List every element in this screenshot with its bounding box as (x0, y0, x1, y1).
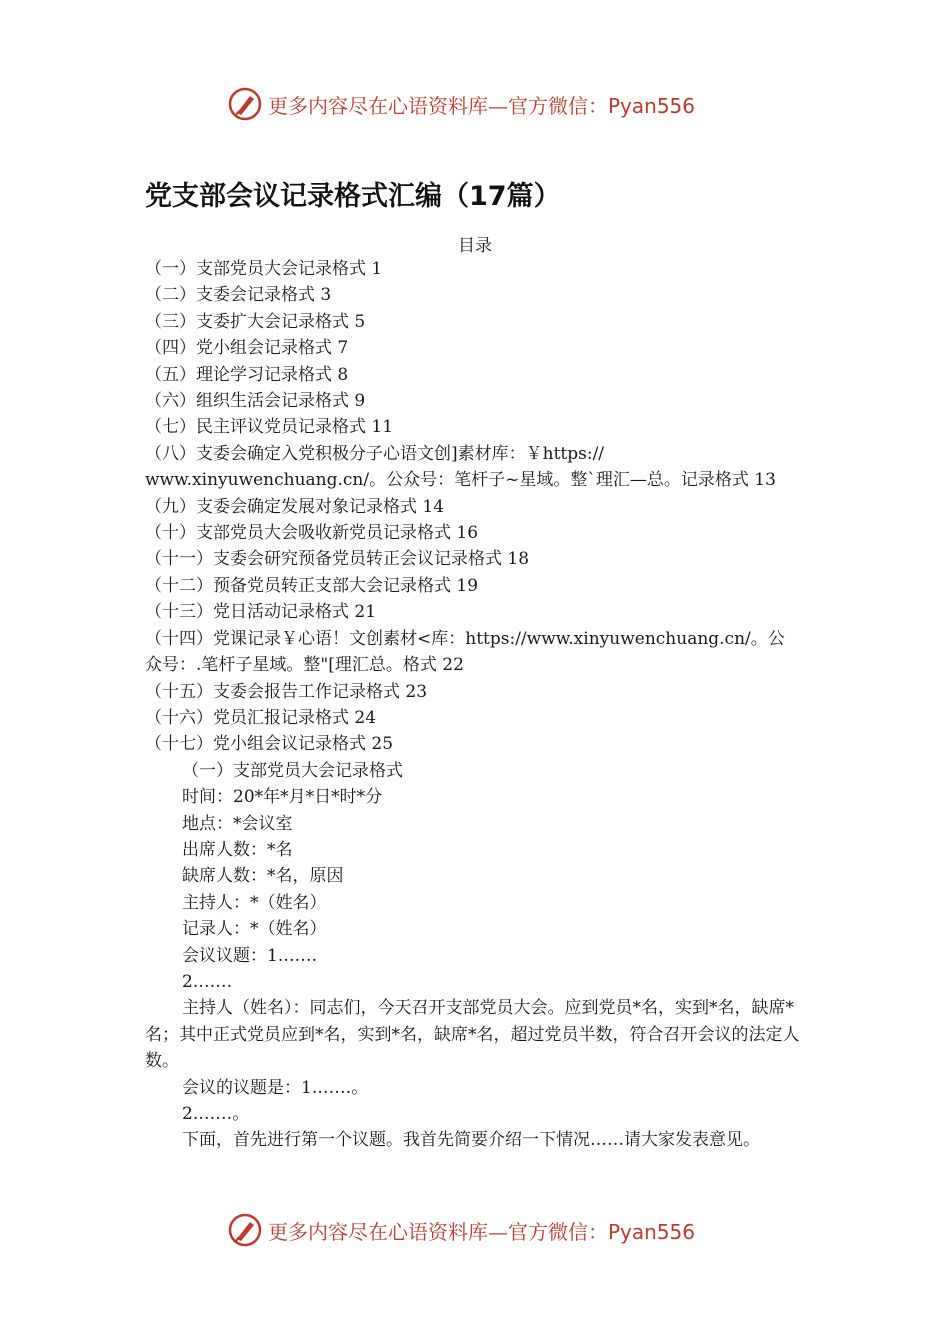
meeting-field: 缺席人数：*名，原因 (182, 866, 344, 887)
toc-item: （十一）支委会研究预备党员转正会议记录格式 18 (145, 549, 530, 570)
toc-item: （十五）支委会报告工作记录格式 23 (145, 681, 428, 702)
toc-heading: 目录 (458, 236, 492, 256)
toc-item: （九）支委会确定发展对象记录格式 14 (145, 496, 445, 517)
document-body (145, 256, 800, 1154)
meeting-field: 记录人：*（姓名） (182, 919, 327, 940)
document-title: 党支部会议记录格式汇编（17篇） (145, 181, 561, 212)
toc-item: 众号：.笔杆子星域。整"[理汇总。格式 22 (145, 655, 464, 676)
header-banner (228, 84, 695, 124)
agenda-line: 2.……。 (182, 1104, 250, 1124)
agenda-line: 会议的议题是：1.……。 (182, 1077, 369, 1098)
toc-item: （十七）党小组会议记录格式 25 (145, 734, 394, 755)
paragraph: 下面，首先进行第一个议题。我首先简要介绍一下情况……请大家发表意见。 (182, 1130, 760, 1151)
toc-item: （十三）党日活动记录格式 21 (145, 602, 377, 623)
toc-item: （六）组织生活会记录格式 9 (145, 391, 366, 412)
meeting-field: 时间：20*年*月*日*时*分 (182, 787, 383, 808)
meeting-field: 2.…… (182, 971, 233, 992)
quill-logo-icon (228, 1213, 262, 1247)
meeting-field: 会议议题：1.…… (182, 945, 318, 966)
toc-item: （七）民主评议党员记录格式 11 (145, 417, 394, 438)
meeting-field: 出席人数：*名 (182, 839, 293, 860)
toc-item: （二）支委会记录格式 3 (145, 285, 332, 306)
toc-item: （一）支部党员大会记录格式 1 (145, 259, 383, 279)
paragraph: 主持人（姓名）：同志们，今天召开支部党员大会。应到党员*名，实到*名，缺席*名；其中正式党员应到*名，实到*名，缺席*名，超过党员半数，符合召开会议的法定人数。 (145, 998, 800, 1072)
meeting-field: 地点：*会议室 (182, 813, 293, 834)
quill-logo-icon (228, 87, 262, 121)
meeting-field: 主持人：*（姓名） (182, 892, 327, 913)
toc-item: （三）支委扩大会记录格式 5 (145, 311, 366, 332)
toc-item: （四）党小组会记录格式 7 (145, 338, 349, 359)
toc-item: （十四）党课记录￥心语！文创素材<库：https://www.xinyuwenchuang.cn/。公 (145, 628, 785, 649)
banner-text: 更多内容尽在心语资料库—官方微信：Pyan556 (268, 93, 696, 118)
section-heading: （一）支部党员大会记录格式 (182, 760, 403, 781)
footer-banner (228, 1210, 695, 1250)
toc-item: （十）支部党员大会吸收新党员记录格式 16 (145, 523, 479, 544)
toc-item: （八）支委会确定入党积极分子心语文创]素材库：￥https:// (145, 443, 605, 464)
toc-item: （五）理论学习记录格式 8 (145, 364, 349, 385)
toc-item: （十六）党员汇报记录格式 24 (145, 707, 377, 728)
toc-item: www.xinyuwenchuang.cn/。公众号：笔杆子~星域。整`理汇—总。记录格式 13 (145, 470, 776, 491)
toc-item: （十二）预备党员转正支部大会记录格式 19 (145, 575, 479, 596)
banner-text: 更多内容尽在心语资料库—官方微信：Pyan556 (268, 1219, 696, 1244)
